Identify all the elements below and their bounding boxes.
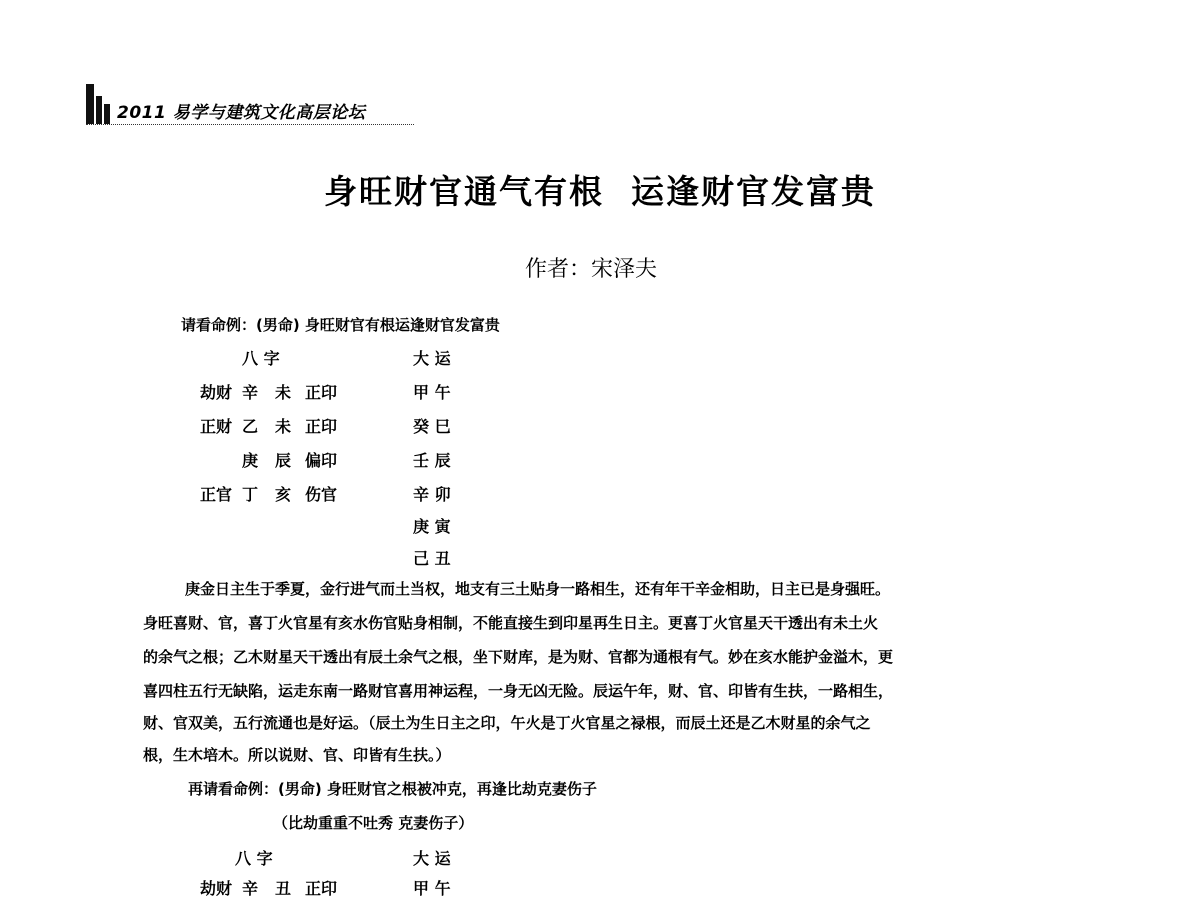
pillar-zhi: 亥 — [275, 485, 292, 504]
running-header: 2011 易学与建筑文化高层论坛 — [117, 103, 366, 123]
paragraph-line: 根，生木培木。所以说财、官、印皆有生扶。） — [143, 746, 451, 764]
pillar-zhi-shishen: 偏印 — [305, 451, 338, 470]
dayun-item: 壬 辰 — [413, 451, 451, 470]
paragraph-line: 喜四柱五行无缺陷，运走东南一路财官喜用神运程，一身无凶无险。辰运午年，财、官、印皆有生扶，一路相生， — [143, 682, 894, 700]
paragraph-line: 庚金日主生于季夏，金行进气而土当权，地支有三土贴身一路相生，还有年干辛金相助，日主已是身强旺。 — [185, 580, 891, 598]
pillar-shishen: 劫财 — [200, 383, 233, 402]
pillar-gan: 庚 — [242, 451, 259, 470]
header-divider — [86, 124, 414, 125]
dayun-item: 己 丑 — [413, 549, 451, 568]
pillar-gan: 辛 — [242, 879, 259, 898]
pillar-zhi-shishen: 正印 — [305, 383, 338, 402]
paragraph-line: 的余气之根；乙木财星天干透出有辰土余气之根，坐下财库，是为财、官都为通根有气。妙在亥水能护金溢木，更 — [143, 648, 894, 666]
author-line: 作者：宋泽夫 — [525, 257, 658, 282]
pillar-zhi: 未 — [275, 417, 292, 436]
pillar-shishen: 劫财 — [200, 879, 233, 898]
dayun-item: 癸 巳 — [413, 417, 451, 436]
pillar-shishen: 正财 — [200, 417, 233, 436]
pillar-zhi: 辰 — [275, 451, 292, 470]
example1-dayun-heading: 大 运 — [413, 349, 451, 368]
pillar-shishen: 正官 — [200, 485, 233, 504]
paragraph-line: 身旺喜财、官，喜丁火官星有亥水伤官贴身相制，不能直接生到印星再生日主。更喜丁火官星天干透出有未土火 — [143, 614, 879, 632]
article-title: 身旺财官通气有根 运逢财官发富贵 — [324, 172, 876, 211]
pillar-zhi-shishen: 伤官 — [305, 485, 338, 504]
pillar-gan: 丁 — [242, 485, 259, 504]
dayun-item: 庚 寅 — [413, 517, 451, 536]
pillar-zhi: 丑 — [275, 879, 292, 898]
example2-dayun-heading: 大 运 — [413, 849, 451, 868]
example2-subtitle: （比劫重重不吐秀 克妻伤子） — [273, 814, 474, 832]
pillar-zhi: 未 — [275, 383, 292, 402]
example1-bazi-heading: 八 字 — [242, 349, 280, 368]
pillar-gan: 辛 — [242, 383, 259, 402]
pillar-gan: 乙 — [242, 417, 259, 436]
pillar-zhi-shishen: 正印 — [305, 879, 338, 898]
dayun-item: 甲 午 — [413, 383, 451, 402]
paragraph-line: 财、官双美，五行流通也是好运。（辰土为生日主之印，午火是丁火官星之禄根，而辰土还是乙木财星的余气之 — [143, 714, 871, 732]
example2-intro: 再请看命例：(男命) 身旺财官之根被冲克，再逢比劫克妻伤子 — [188, 780, 597, 798]
dayun-item: 辛 卯 — [413, 485, 451, 504]
dayun-item: 甲 午 — [413, 879, 451, 898]
pillar-zhi-shishen: 正印 — [305, 417, 338, 436]
example1-intro: 请看命例：(男命) 身旺财官有根运逢财官发富贵 — [181, 316, 500, 334]
example2-bazi-heading: 八 字 — [235, 849, 273, 868]
header-logo-mark — [86, 84, 112, 124]
